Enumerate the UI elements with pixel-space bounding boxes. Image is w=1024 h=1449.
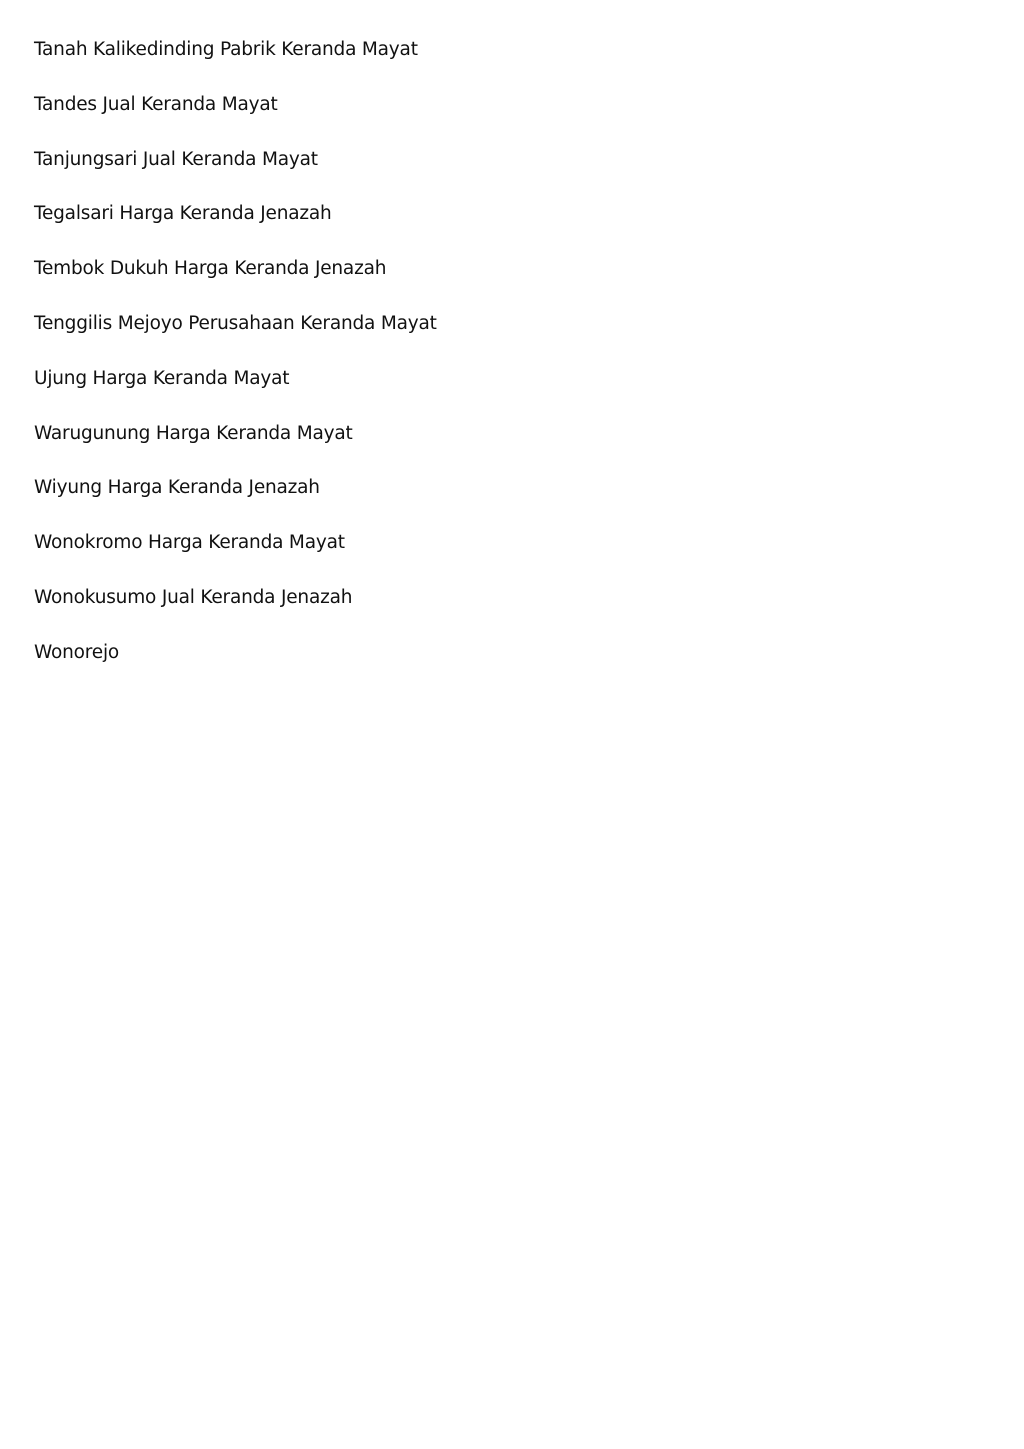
text-line: Tanah Kalikedinding Pabrik Keranda Mayat bbox=[34, 39, 418, 60]
text-line: Wiyung Harga Keranda Jenazah bbox=[34, 477, 320, 499]
text-line-list bbox=[34, 36, 437, 694]
text-line: Wonokromo Harga Keranda Mayat bbox=[34, 532, 345, 554]
text-line: Warugunung Harga Keranda Mayat bbox=[34, 422, 353, 444]
text-line: Tandes Jual Keranda Mayat bbox=[34, 93, 278, 115]
text-line: Wonokusumo Jual Keranda Jenazah bbox=[34, 586, 353, 608]
text-line: Tembok Dukuh Harga Keranda Jenazah bbox=[34, 258, 387, 280]
text-line: Wonorejo bbox=[34, 641, 120, 663]
text-line: Tanjungsari Jual Keranda Mayat bbox=[34, 148, 318, 170]
text-line: Tegalsari Harga Keranda Jenazah bbox=[34, 203, 332, 225]
text-line: Tenggilis Mejoyo Perusahaan Keranda Mayat bbox=[34, 312, 437, 334]
text-line: Ujung Harga Keranda Mayat bbox=[34, 367, 290, 389]
